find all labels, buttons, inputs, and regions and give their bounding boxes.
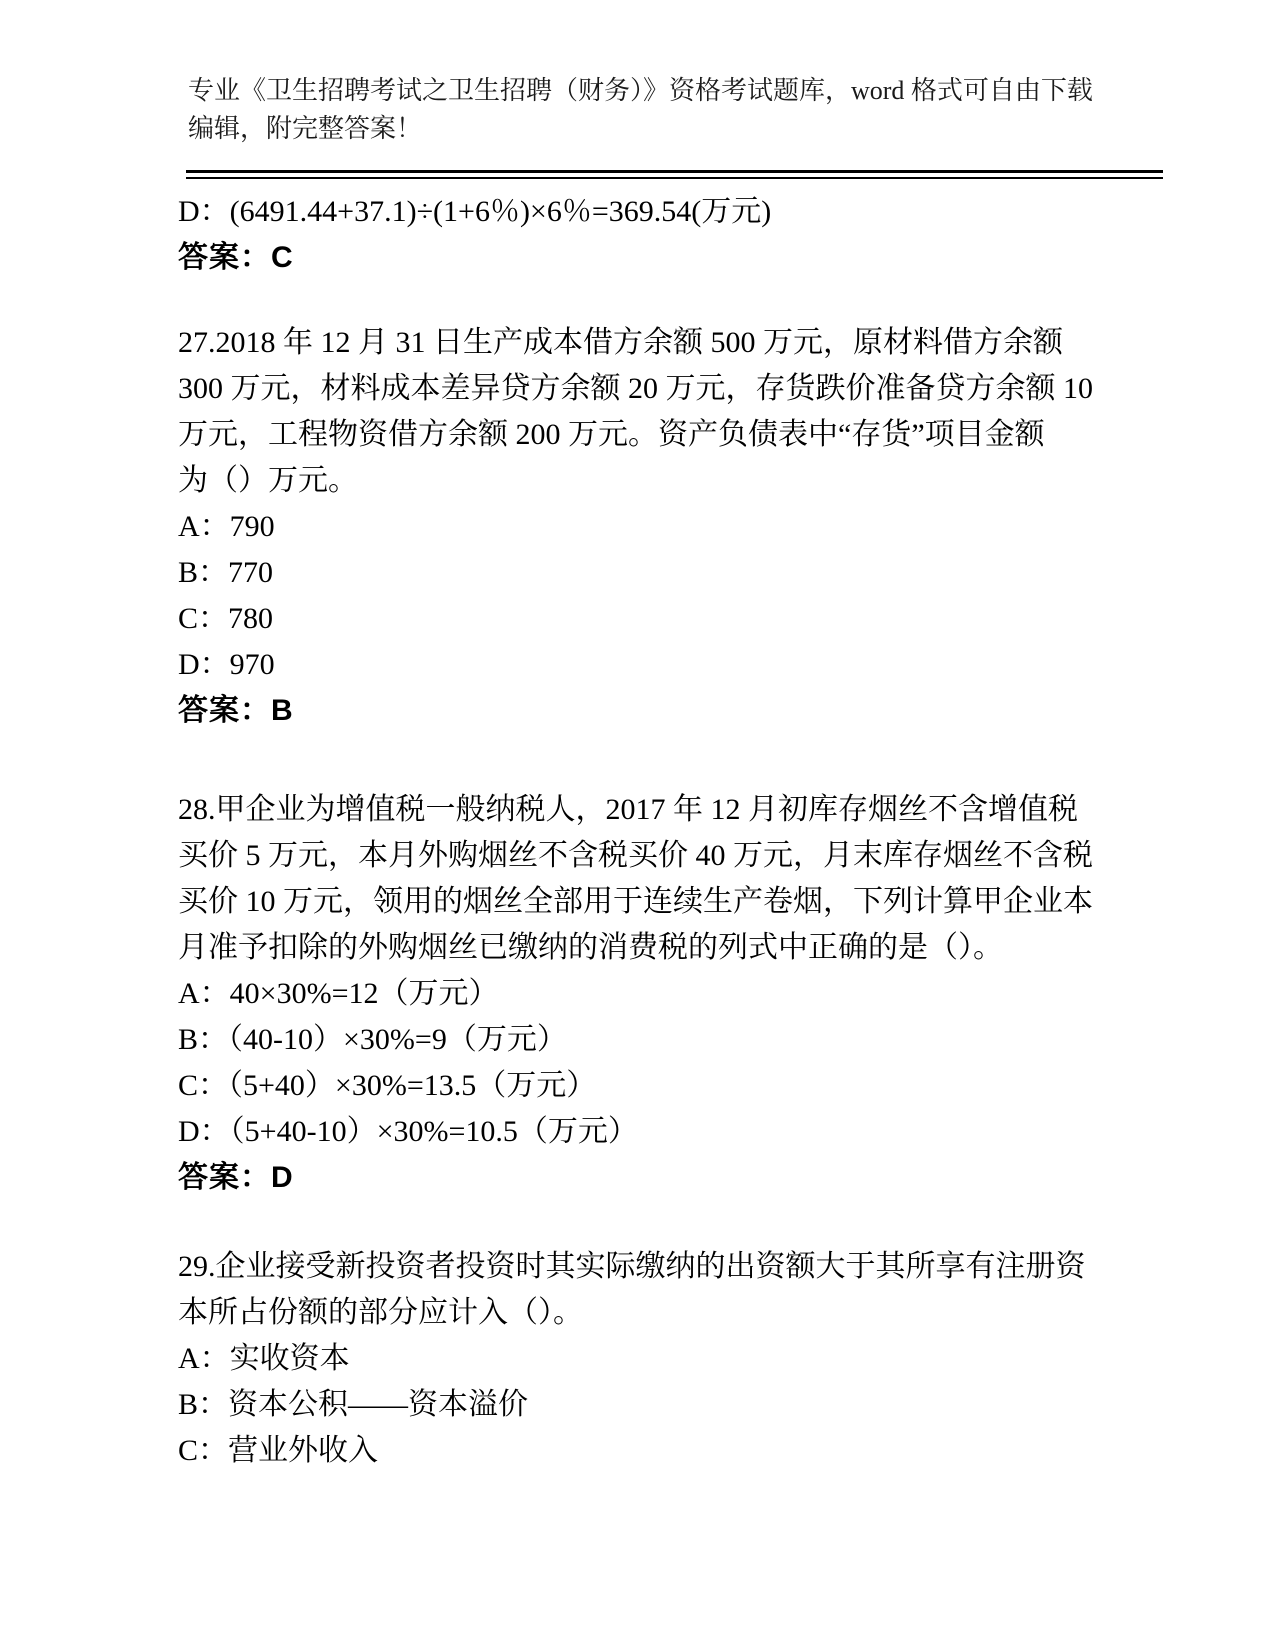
option-d-line: D：970 [178,648,275,681]
option-c-line: C：（5+40）×30%=13.5（万元） [178,1069,597,1102]
question-text-line: 28.甲企业为增值税一般纳税人，2017 年 12 月初库存烟丝不含增值税 [178,793,1078,826]
question-text-line: 29.企业接受新投资者投资时其实际缴纳的出资额大于其所享有注册资 [178,1250,1086,1283]
option-b-line: B：770 [178,556,274,589]
header-line-1: 专业《卫生招聘考试之卫生招聘（财务）》资格考试题库，word 格式可自由下载 [188,76,1093,105]
question-text-line: 为（）万元。 [178,464,358,497]
question-text-line: 300 万元，材料成本差异贷方余额 20 万元，存货跌价准备贷方余额 10 [178,372,1093,405]
page-header [188,72,1093,148]
option-d-line: D：（5+40-10）×30%=10.5（万元） [178,1115,638,1148]
option-d-line: D：(6491.44+37.1)÷(1+6％)×6％=369.54(万元) [178,195,772,228]
document-body [178,189,1108,1474]
question-text-line: 月准予扣除的外购烟丝已缴纳的消费税的列式中正确的是（）。 [178,931,1003,964]
option-c-line: C：营业外收入 [178,1434,379,1467]
question-26-remainder [178,189,1108,281]
answer-line: 答案：D [178,1161,294,1194]
answer-line: 答案：B [178,694,294,727]
question-28-block [178,787,1108,1201]
answer-line: 答案：C [178,241,294,274]
question-27-block [178,320,1108,734]
header-line-2: 编辑，附完整答案！ [188,114,423,143]
option-a-line: A：实收资本 [178,1342,350,1375]
option-b-line: B：资本公积——资本溢价 [178,1388,529,1421]
question-text-line: 买价 10 万元，领用的烟丝全部用于连续生产卷烟，下列计算甲企业本 [178,885,1093,918]
option-a-line: A：790 [178,510,275,543]
option-c-line: C：780 [178,602,274,635]
question-text-line: 本所占份额的部分应计入（）。 [178,1296,583,1329]
question-text-line: 27.2018 年 12 月 31 日生产成本借方余额 500 万元，原材料借方余额 [178,326,1063,359]
question-text-line: 万元，工程物资借方余额 200 万元。资产负债表中“存货”项目金额 [178,418,1045,451]
question-text-line: 买价 5 万元，本月外购烟丝不含税买价 40 万元，月末库存烟丝不含税 [178,839,1093,872]
question-29-block [178,1244,1108,1474]
option-a-line: A：40×30%=12（万元） [178,977,499,1010]
header-divider-rule [186,170,1163,179]
option-b-line: B：（40-10）×30%=9（万元） [178,1023,567,1056]
